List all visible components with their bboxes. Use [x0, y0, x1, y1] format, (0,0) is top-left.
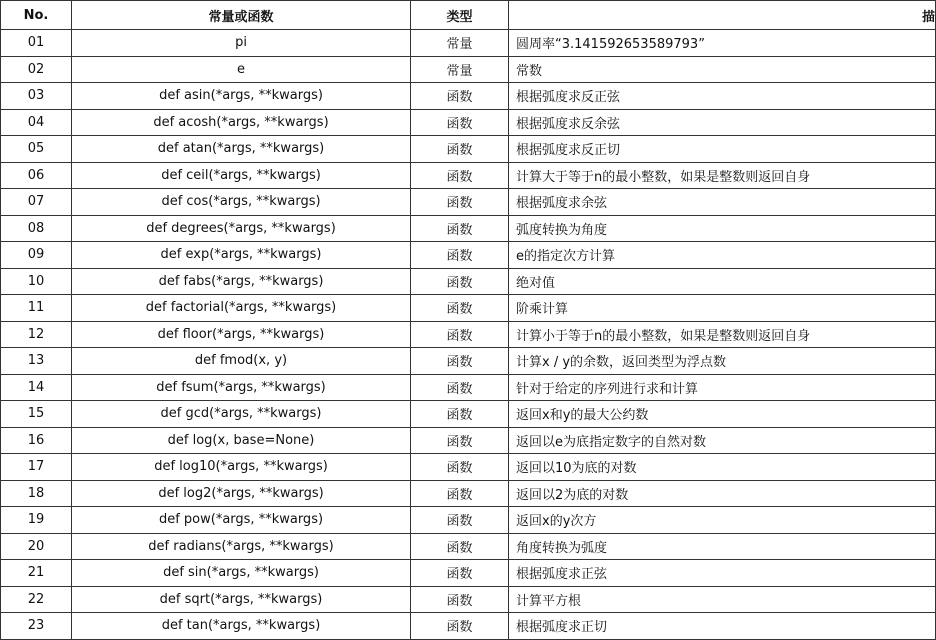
row-description: e的指定次方计算 [509, 242, 936, 269]
row-name: def exp(*args, **kwargs) [72, 242, 411, 269]
row-number: 12 [1, 321, 72, 348]
table-header [1, 1, 936, 30]
row-number: 22 [1, 586, 72, 613]
row-number: 20 [1, 533, 72, 560]
table-row [1, 56, 936, 83]
row-type: 常量 [411, 30, 509, 57]
row-type: 函数 [411, 242, 509, 269]
row-description: 针对于给定的序列进行求和计算 [509, 374, 936, 401]
table-row [1, 268, 936, 295]
table-row [1, 560, 936, 587]
row-type: 函数 [411, 295, 509, 322]
row-type: 函数 [411, 348, 509, 375]
row-number: 18 [1, 480, 72, 507]
table-row [1, 295, 936, 322]
table-row [1, 480, 936, 507]
row-type: 函数 [411, 83, 509, 110]
table-row [1, 109, 936, 136]
row-number: 19 [1, 507, 72, 534]
row-type: 函数 [411, 427, 509, 454]
row-name: e [72, 56, 411, 83]
row-name: def sqrt(*args, **kwargs) [72, 586, 411, 613]
row-number: 05 [1, 136, 72, 163]
row-number: 21 [1, 560, 72, 587]
row-name: def radians(*args, **kwargs) [72, 533, 411, 560]
row-type: 函数 [411, 560, 509, 587]
row-number: 14 [1, 374, 72, 401]
row-number: 11 [1, 295, 72, 322]
row-number: 23 [1, 613, 72, 640]
row-type: 函数 [411, 613, 509, 640]
row-type: 函数 [411, 454, 509, 481]
table-row [1, 83, 936, 110]
row-description: 圆周率“3.141592653589793” [509, 30, 936, 57]
row-name: def fabs(*args, **kwargs) [72, 268, 411, 295]
row-name: def factorial(*args, **kwargs) [72, 295, 411, 322]
row-type: 函数 [411, 109, 509, 136]
row-name: def fmod(x, y) [72, 348, 411, 375]
row-description: 返回x的y次方 [509, 507, 936, 534]
row-name: def acosh(*args, **kwargs) [72, 109, 411, 136]
row-description: 返回以10为底的对数 [509, 454, 936, 481]
table-row [1, 586, 936, 613]
row-number: 02 [1, 56, 72, 83]
row-type: 函数 [411, 401, 509, 428]
table-bottom-edge [0, 636, 909, 640]
table-row [1, 401, 936, 428]
table-row [1, 189, 936, 216]
row-description: 阶乘计算 [509, 295, 936, 322]
row-number: 06 [1, 162, 72, 189]
row-number: 07 [1, 189, 72, 216]
row-description: 计算平方根 [509, 586, 936, 613]
row-type: 函数 [411, 586, 509, 613]
row-type: 函数 [411, 268, 509, 295]
row-name: def fsum(*args, **kwargs) [72, 374, 411, 401]
row-description: 计算x / y的余数，返回类型为浮点数 [509, 348, 936, 375]
table-row [1, 533, 936, 560]
row-description: 绝对值 [509, 268, 936, 295]
row-number: 15 [1, 401, 72, 428]
row-description: 角度转换为弧度 [509, 533, 936, 560]
row-number: 17 [1, 454, 72, 481]
table-row [1, 321, 936, 348]
row-type: 函数 [411, 507, 509, 534]
table-row [1, 507, 936, 534]
row-description: 根据弧度求正弦 [509, 560, 936, 587]
header-type: 类型 [411, 1, 509, 30]
row-name: def atan(*args, **kwargs) [72, 136, 411, 163]
row-name: def asin(*args, **kwargs) [72, 83, 411, 110]
row-description: 根据弧度求反正切 [509, 136, 936, 163]
row-type: 函数 [411, 215, 509, 242]
row-description: 常数 [509, 56, 936, 83]
row-number: 16 [1, 427, 72, 454]
row-type: 常量 [411, 56, 509, 83]
row-number: 13 [1, 348, 72, 375]
row-name: def gcd(*args, **kwargs) [72, 401, 411, 428]
table-row [1, 136, 936, 163]
row-type: 函数 [411, 480, 509, 507]
row-name: def ceil(*args, **kwargs) [72, 162, 411, 189]
row-number: 08 [1, 215, 72, 242]
row-description: 计算小于等于n的最小整数，如果是整数则返回自身 [509, 321, 936, 348]
row-name: pi [72, 30, 411, 57]
row-number: 10 [1, 268, 72, 295]
row-type: 函数 [411, 374, 509, 401]
table-row [1, 30, 936, 57]
row-description: 返回x和y的最大公约数 [509, 401, 936, 428]
row-name: def pow(*args, **kwargs) [72, 507, 411, 534]
header-row [1, 1, 936, 30]
row-name: def log10(*args, **kwargs) [72, 454, 411, 481]
table-row [1, 454, 936, 481]
row-type: 函数 [411, 162, 509, 189]
row-name: def floor(*args, **kwargs) [72, 321, 411, 348]
row-name: def degrees(*args, **kwargs) [72, 215, 411, 242]
row-description: 根据弧度求正切 [509, 613, 936, 640]
row-type: 函数 [411, 136, 509, 163]
row-description: 计算大于等于n的最小整数，如果是整数则返回自身 [509, 162, 936, 189]
header-description: 描 [509, 1, 936, 30]
row-number: 04 [1, 109, 72, 136]
row-description: 根据弧度求反正弦 [509, 83, 936, 110]
row-name: def tan(*args, **kwargs) [72, 613, 411, 640]
table-row [1, 215, 936, 242]
header-name: 常量或函数 [72, 1, 411, 30]
row-name: def log2(*args, **kwargs) [72, 480, 411, 507]
row-type: 函数 [411, 321, 509, 348]
row-description: 根据弧度求余弦 [509, 189, 936, 216]
row-name: def log(x, base=None) [72, 427, 411, 454]
row-description: 弧度转换为角度 [509, 215, 936, 242]
row-type: 函数 [411, 533, 509, 560]
table-row [1, 427, 936, 454]
row-description: 根据弧度求反余弦 [509, 109, 936, 136]
row-name: def cos(*args, **kwargs) [72, 189, 411, 216]
header-no: No. [1, 1, 72, 30]
row-number: 01 [1, 30, 72, 57]
row-name: def sin(*args, **kwargs) [72, 560, 411, 587]
row-type: 函数 [411, 189, 509, 216]
table-row [1, 348, 936, 375]
row-number: 09 [1, 242, 72, 269]
row-description: 返回以2为底的对数 [509, 480, 936, 507]
row-number: 03 [1, 83, 72, 110]
row-description: 返回以e为底指定数字的自然对数 [509, 427, 936, 454]
table-row [1, 242, 936, 269]
table-body [1, 30, 936, 640]
table-row [1, 162, 936, 189]
table-row [1, 374, 936, 401]
